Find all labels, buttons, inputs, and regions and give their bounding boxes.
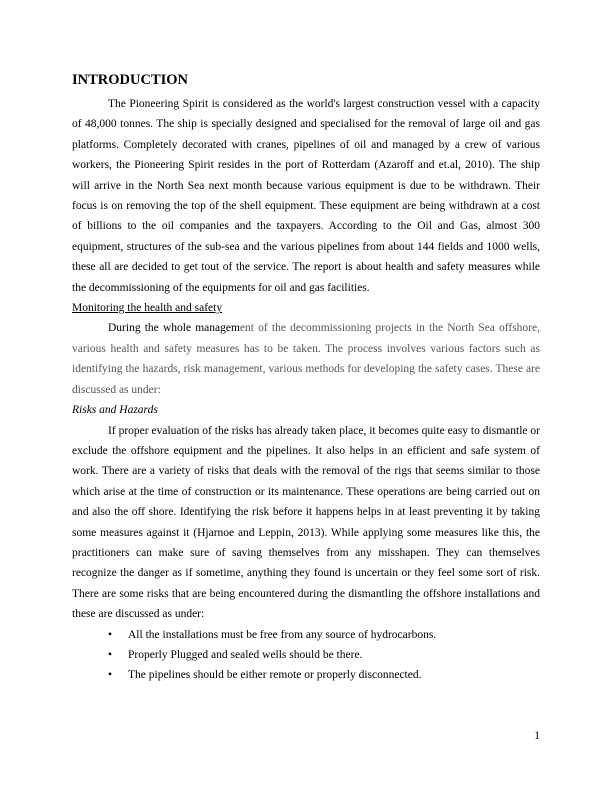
page-content [72,70,540,686]
list-item [72,665,540,685]
list-item [72,625,540,645]
health-safety-paragraph-start: During the whole managem [108,322,240,335]
health-safety-paragraph-rest: ent of the decommissioning projects in the North Sea offshore, various health and safety measures has to be taken. The process involves various factors such as identifying the hazards, risk management, various methods for developing the safety cases. These are discussed as under: [72,322,540,396]
intro-paragraph: The Pioneering Spirit is considered as the world's largest construction vessel with a capacity of 48,000 tonnes. The ship is specially designed and specialised for the removal of large oil and gas platforms. Completely decorated with cranes, pipelines of oil and managed by a crew of various workers, the Pioneering Spirit resides in the port of Rotterdam (Azaroff and et.al, 2010). The ship will arrive in the North Sea next month because various equipment is due to be withdrawn. Their focus is on removing the top of the shell equipment. These equipment are being withdrawn at a cost of billions to the oil companies and the taxpayers. According to the Oil and Gas, almost 300 equipment, structures of the sub-sea and the various pipelines from about 144 fields and 1000 wells, these all are decided to get tout of the service. The report is about health and safety measures while the decommissioning of the equipments for oil and gas facilities. [72,98,540,294]
list-item-text: All the installations must be free from any source of hydrocarbons. [128,628,437,641]
list-item [72,645,540,665]
page-number: 1 [534,730,540,742]
section-heading-health-safety: Monitoring the health and safety [72,302,223,315]
health-safety-paragraph [72,318,540,400]
list-item-text: The pipelines should be either remote or properly disconnected. [128,669,422,682]
list-item-text: Properly Plugged and sealed wells should be there. [128,648,363,661]
risks-hazards-paragraph: If proper evaluation of the risks has already taken place, it becomes quite easy to dismantle or exclude the offshore equipment and the pipelines. It also helps in an efficient and safe system of work. There are a variety of risks that deals with the removal of the rigs that seems similar to those which arise at the time of construction or its maintenance. These operations are being carried out on and also the off shore. Identifying the risk before it happens helps in at least preventing it by taking some measures against it (Hjarnoe and Leppin, 2013). While applying some measures like this, the practitioners can make sure of saving themselves from any misshapen. They can themselves recognize the danger as if sometime, anything they found is uncertain or they feel some sort of risk. There are some risks that are being encountered during the dismantling the offshore installations and these are discussed as under: [72,424,540,621]
bullet-icon: • [108,648,113,661]
page-title: INTRODUCTION [72,72,189,88]
bullet-icon: • [108,669,113,682]
bullet-icon: • [108,628,113,641]
section-heading-risks-hazards: Risks and Hazards [72,404,158,417]
bullet-list [72,625,540,686]
